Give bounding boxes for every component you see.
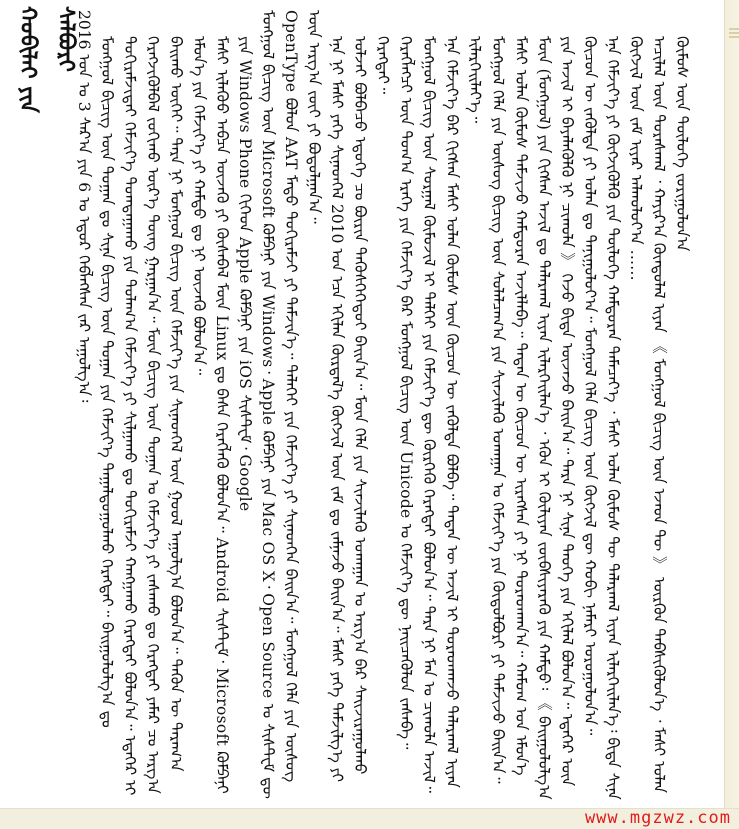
left-gutter (0, 0, 78, 829)
author-signature: ᠬᠤᠪᠢᠯᠠᠢ ᠶᠢᠨ ᠰᠠᠯᠪᠤᠷᠢ (15, 6, 78, 113)
paragraph: ᠮᠣᠩᠭᠣᠯ ᠬᠡᠯᠡ ᠶᠢᠨ ᠦᠰᠦᠭ ᠪᠢᠴᠢᠭ ᠦᠨ ᠰᠤᠯᠠᠯᠴᠠᠭ᠎ᠠ ᠶᠢᠨ ᠰᠢᠨᠵᠢᠯᠡᠬᠦ ᠤᠬᠠᠭᠠᠨ ᠤ ᠬᠡᠮᠵᠢᠶ᠎ᠡ ᠶᠢᠨ ᠬᠥᠲᠦᠯᠪᠦᠷᠢ ᠶᠢ ᠳᠡᠮᠵᠢᠵᠦ ᠪᠠᠢᠨ᠎ᠠ᠃ ᠮᠠᠰᠢ ᠤᠯᠠᠨ ᠬᠦᠮᠦᠰ ᠳᠡᠮᠵᠢᠵᠦ ᠬᠠᠮᠲᠤᠷᠠᠨ ᠠᠵᠢᠯᠯᠠᠪᠠ᠃ ᠲᠡᠳᠡᠨ ᠦ ᠬᠦᠴᠦᠨ ᠦ ᠢᠷᠡᠭᠰᠡᠨ ᠶᠢ ᠨᠢ ᠳᠤᠷᠠᠳᠬᠠᠨ᠎ᠠ᠃ ᠬᠠᠮᠤᠭ ᠤᠨ ᠡᠮᠦᠨ᠎ᠡ ᠮᠥᠨ (ᠮᠣᠩᠭᠣᠯ) ᠶᠢᠨ ᠬᠢᠭᠰᠡᠨ ᠠᠵᠢᠯ ᠳᠤ ᠲᠠᠯᠠᠷᠬᠠᠯ ᠢᠶᠡᠨ ᠢᠯᠡᠷᠬᠡᠢᠯᠡᠨ᠎ᠡ ᠂ ᠡᠭᠦᠨ ᠢ ᠬᠦᠯᠢᠶᠡᠨ ᠵᠥᠪᠰᠢᠶᠡᠷᠡᠬᠦ ᠶᠢᠨ ᠬᠠᠮᠲᠤ᠄ 《 ᠪᠠᠢᠭᠤᠯᠤᠯᠭ᠎ᠠ ᠶᠢᠨ ᠠᠵᠢᠯ ᠢ ᠪᠡᠶᠡᠯᠡᠭᠦᠯᠬᠦ ᠨᠢ ᠴᠢᠬᠤᠯᠠ 》 ᠭᠡᠵᠦ ᠪᠢᠳᠡ ᠦᠵᠡᠵᠦ ᠪᠠᠢᠨ᠎ᠠ᠃ ᠲᠡᠷᠡ ᠨᠢ ᠰᠢᠨᠡ ᠲᠡᠦᠬᠡ ᠶᠢᠨ ᠡᠬᠢᠯᠡᠯ ᠪᠣᠯᠤᠨ᠎ᠠ᠃ ᠡᠳᠡᠭᠡᠷ ᠦᠨ ᠬᠦᠴᠦᠨ ᠦ ᠵᠡᠭᠦᠯᠳᠡ ᠶᠢ ᠣᠯᠠᠨ ᠳᠤ ᠲᠠᠨᠢᠭᠤᠯᠤᠶ᠎ᠠ᠃ ᠮᠣᠩᠭᠣᠯ ᠬᠡᠯᠡ ᠪᠢᠴᠢᠭ ᠦᠨ ᠬᠥᠭᠵᠢᠯ ᠳᠦ ᠬᠤᠪᠢ ᠨᠡᠮᠡᠷᠢ ᠣᠷᠣᠭᠤᠯᠤᠨ᠎ᠠ᠃ (489, 36, 599, 800)
site-watermark[interactable]: www.mgzwz.com (584, 808, 731, 828)
date-line: 2016 ᠣᠨ ᠤ 3 ᠰᠠᠷ᠎ᠠ ᠶᠢᠨ 6 ᠤ ᠡᠳᠦᠷ ᠬᠡᠪᠯᠡᠭᠰᠡᠨ ᠵᠠᠷ ᠠᠭᠤᠯᠭ᠎ᠠ᠄ (75, 10, 93, 403)
paragraph: ᠡᠨᠡ ᠬᠡᠮᠵᠢᠶ᠎ᠡ ᠪᠡᠷ ᠬᠢᠭᠰᠡᠨ ᠮᠠᠰᠢ ᠤᠯᠠᠨ ᠬᠦᠮᠦᠰ ᠦᠨ ᠬᠦᠴᠦᠨ ᠦ ᠵᠡᠭᠦᠯᠳᠡ ᠪᠣᠯᠪᠠ᠃ ᠲᠡᠳᠡᠨ ᠦ ᠠᠵᠢᠯ ᠢ ᠳᠤᠷᠠᠳᠬᠠᠵᠤ ᠲᠠᠯᠠᠷᠬᠠᠯ ᠢᠶᠡᠨ ᠢᠯᠡᠷᠬᠡᠢᠯᠡᠶ᠎ᠡ᠃ (443, 36, 484, 788)
paragraph: ᠮᠣᠩᠭᠣᠯ ᠪᠢᠴᠢᠭ ᠦᠨ ᠲᠣᠭᠠᠨ ᠳᠤ ᠰᠢᠨᠡ ᠪᠢᠴᠢᠭ ᠦᠨ ᠲᠣᠭᠠᠨ ᠶᠢᠨ ᠬᠡᠮᠵᠢᠶ᠎ᠡ ᠳᠠᠭᠠᠯᠳᠤᠭᠤᠯᠬᠤ ᠬᠡᠷᠡᠭᠲᠡᠢ᠃ ᠪᠠᠢᠭᠤᠯᠤᠯᠭ᠎ᠠ ᠳᠤ ᠲᠣᠬᠢᠷᠠᠮᠵᠢᠲᠠᠢ ᠬᠡᠮᠵᠢᠶ᠎ᠡ ᠲᠣᠭᠲᠠᠭᠠᠬᠤ ᠶᠢᠨ ᠲᠤᠯᠠᠭ᠎ᠠ ᠬᠡᠮᠵᠢᠶ᠎ᠡ ᠶᠢ ᠰᠢᠯᠭᠠᠬᠤ ᠳᠤ ᠲᠣᠬᠢᠷᠠᠮᠵᠢ ᠬᠠᠩᠭᠠᠬᠤ ᠬᠡᠷᠡᠭᠲᠡᠢ ᠪᠣᠯᠤᠨ᠎ᠠ᠃ ᠡᠳᠡᠭᠡᠷ ᠢ ᠬᠡᠷᠡᠭᠵᠢᠭᠦᠯᠪᠡᠯ ᠵᠣᠬᠢᠬᠤ ᠦᠷ᠎ᠡ ᠳᠦᠩ ᠭᠠᠷᠭᠠᠨ᠎ᠠ᠃ ᠮᠥᠨ ᠪᠢᠴᠢᠭ ᠦᠨ ᠲᠣᠭᠠᠨ ᠤ ᠬᠡᠮᠵᠢᠶ᠎ᠡ ᠶᠢ ᠵᠠᠰᠠᠬᠤ ᠳᠤ ᠬᠡᠷᠡᠭᠲᠡᠢ ᠶᠠᠮᠠᠷ ᠴᠤ ᠠᠷᠭ᠎ᠠ ᠪᠠᠢᠬᠤ ᠦᠭᠡᠢ᠃ ᠲᠡᠷᠡ ᠨᠢ ᠮᠣᠩᠭᠣᠯ ᠪᠢᠴᠢᠭ ᠦᠨ ᠬᠡᠮᠵᠢᠶ᠎ᠡ ᠶᠢᠨ ᠰᠢᠨᠡᠳᠭᠡᠯ ᠦᠨ ᠭᠣᠣᠯ ᠠᠭᠤᠯᠭ᠎ᠠ ᠪᠣᠯᠤᠨ᠎ᠠ᠃ ᠲᠡᠭᠦᠨ ᠦ ᠳᠠᠷᠠᠭ᠎ᠠ ᠡᠮᠦᠨ᠎ᠡ ᠶᠢᠨ ᠬᠡᠮᠵᠢᠶ᠎ᠡ ᠶᠢ ᠬᠠᠮᠲᠤ ᠳᠤ ᠨᠢ ᠦᠵᠡᠬᠦ ᠪᠣᠯᠤᠨ᠎ᠠ᠃ (98, 36, 208, 796)
page-edge (724, 0, 739, 829)
edge-texture (729, 28, 739, 40)
bottom-bar (0, 808, 739, 829)
paragraph: ᠮᠠᠰᠢ ᠢᠯᠡᠭᠦᠦ ᠠᠪᠴᠠ ᠦᠵᠡᠬᠦ ᠶᠢ ᠬᠦᠰᠡᠪᠡᠯ ᠮᠥᠨ Linux ᠳᠤ ᠪᠠᠰᠠ ᠬᠡᠷᠡᠭᠯᠡᠬᠦ ᠪᠣᠯᠤᠨ᠎ᠠ᠃ Android ᠰᠢᠰᠲ᠋ᠧᠮ᠂ Microsoft ᠺᠣᠮᠫᠠᠨᠢ ᠶᠢᠨ Windows Phone ᠬᠢᠭᠡᠳ Apple ᠺᠣᠮᠫᠠᠨᠢ ᠶᠢᠨ iOS ᠰᠢᠰᠲ᠋ᠧᠮ᠂ Google (213, 36, 254, 794)
vertical-text-content (72, 0, 722, 800)
paragraph: ᠮᠣᠩᠭᠣᠯ ᠪᠢᠴᠢᠭ ᠦᠨ Microsoft ᠺᠣᠮᠫᠠᠨᠢ ᠶᠢᠨ Windows᠂ Apple ᠺᠣᠮᠫᠠᠨᠢ ᠶᠢᠨ Mac OS X᠂ Open Source ᠤ ᠰᠢᠰᠲ᠋ᠧᠮ ᠳᠦ OpenType ᠪᠣᠯᠤᠨ AAT ᠮᠡᠲᠦ ᠲᠣᠬᠢᠷᠠᠮᠵᠢ ᠶᠢ ᠳᠡᠮᠵᠢᠨ᠎ᠡ᠃ ᠳᠡᠯᠡᠬᠡᠢ ᠶᠢᠨ ᠬᠡᠮᠵᠢᠶ᠎ᠡ ᠶᠢ ᠰᠢᠨᠡᠳᠭᠡᠨ ᠪᠠᠢᠨ᠎ᠠ᠃ ᠮᠣᠩᠭᠣᠯ ᠬᠡᠯᠡ ᠶᠢᠨ ᠦᠰᠦᠭ ᠦᠨ ᠠᠷᠭ᠎ᠠ ᠵᠦᠢ ᠶᠢ ᠪᠣᠳᠣᠯᠭᠠᠨ᠎ᠠ᠃ (259, 10, 323, 799)
paragraph: ᠬᠡᠷᠡᠭᠯᠡᠭᠴᠢ ᠦᠨ ᠲᠣᠭ᠎ᠠ ᠡᠷᠡᠭᠡ ᠶᠢᠨ ᠬᠡᠮᠵᠢᠶ᠎ᠡ ᠪᠠᠷ ᠮᠣᠩᠭᠣᠯ ᠪᠢᠴᠢᠭ ᠦᠨ Unicode ᠤ ᠬᠡᠮᠵᠢᠶ᠎ᠡ ᠳᠦ ᠨᠡᠢᠴᠡᠭᠦᠯᠦᠨ ᠵᠠᠰᠠᠪᠠ᠃ ᠮᠣᠩᠭᠣᠯ ᠪᠢᠴᠢᠭ ᠦᠨ ᠰᠤᠷᠭᠠᠯ ᠬᠦᠮᠦᠵᠢᠯ ᠢ ᠳᠡᠯᠬᠡᠢ ᠶᠢᠨ ᠬᠡᠮᠵᠢᠶ᠎ᠡ ᠳᠦ ᠬᠦᠷᠭᠡᠬᠦ ᠬᠡᠷᠡᠭᠲᠡᠢ ᠪᠣᠯᠤᠨ᠎ᠠ᠃ ᠲᠡᠷᠡ ᠨᠢ ᠮᠠᠨ ᠤ ᠴᠢᠬᠤᠯᠠ ᠠᠵᠢᠯ᠃ (397, 36, 438, 794)
dedication-line: ᠠᠴᠢᠯᠠᠯ ᠦᠨ ᠳᠤᠷᠠᠰᠬᠠᠯ ᠂ ᠬᠠᠶᠢᠷ᠎ᠠ ᠬᠦᠨᠳᠦᠯᠡᠯ ᠢᠶᠡᠨ 《 ᠮᠣᠩᠭᠣᠯ ᠪᠢᠴᠢᠭ ᠦᠨ ᠡᠵᠡᠳ ᠲᠦ 》 ᠥᠷᠭᠥᠨ ᠳᠡᠪᠰᠢᠭᠦᠯᠦᠨ᠎ᠡ ᠂ ᠮᠠᠰᠢ ᠤᠯᠠᠨ ᠬᠥᠮᠦᠰ ᠦᠨ ᠲᠥᠯᠦᠭᠡ ᠵᠣᠷᠢᠭᠤᠯᠤᠨ᠎ᠠ (650, 36, 691, 794)
paragraph: ᠡᠨᠡ ᠬᠡᠮᠵᠢᠶ᠎ᠡ ᠶᠢ ᠬᠥᠭᠵᠢᠭᠦᠯᠬᠦ ᠶᠢᠨ ᠲᠥᠯᠦᠭᠡ ᠬᠠᠮᠲᠤᠷᠠᠨ ᠲᠡᠮᠡᠴᠡᠶ᠎ᠡ ᠂ ᠮᠠᠰᠢ ᠤᠯᠠᠨ ᠬᠦᠮᠦᠰ ᠲᠦ ᠲᠠᠯᠠᠷᠬᠠᠯ ᠢᠶᠡᠨ ᠢᠯᠡᠷᠬᠡᠢᠯᠡᠨ᠎ᠡ᠄ ᠪᠢᠳᠡ ᠰᠢᠨᠡ ᠬᠥᠭᠵᠢᠯ ᠦᠨ ᠵᠠᠮ ᠢᠶᠠᠷ ᠠᠯᠬᠤᠯᠤᠶ᠎ᠠ …… (604, 36, 645, 800)
paragraph: ᠡᠨᠡ ᠨᠢ ᠮᠠᠰᠢ ᠶᠡᠬᠡ ᠰᠢᠨᠡᠳᠬᠡᠯ 2010 ᠣᠨ ᠡᠴᠡ ᠡᠬᠢᠯᠡᠨ ᠬᠦᠷᠲᠡᠯ᠎ᠡ ᠬᠥᠭᠵᠢᠯ ᠦᠨ ᠵᠠᠮ ᠳᠤ ᠵᠠᠮᠨᠠᠵᠤ ᠪᠠᠢᠨ᠎ᠠ᠃ ᠮᠠᠰᠢ ᠶᠡᠬᠡ ᠳᠡᠮᠵᠢᠯᠭ᠎ᠡ ᠶᠢ ᠣᠯᠵᠠᠢ ᠪᠣᠯᠪᠠᠴᠤ ᠡᠳᠦᠭᠡ ᠴᠤ ᠪᠦᠷᠢᠨ ᠳᠡᠭᠦᠰᠭᠡᠭᠡᠳᠦᠢ ᠪᠠᠢᠨ᠎ᠠ᠃ ᠮᠥᠨ ᠬᠡᠯᠡ ᠶᠢᠨ ᠰᠢᠨᠵᠢᠯᠡᠬᠦ ᠤᠬᠠᠭᠠᠨ ᠤ ᠠᠷᠭ᠎ᠠ ᠪᠠᠷ ᠰᠠᠢᠵᠢᠷᠠᠭᠤᠯᠬᠤ ᠬᠡᠷᠡᠭᠲᠡᠢ᠃ (328, 36, 392, 782)
